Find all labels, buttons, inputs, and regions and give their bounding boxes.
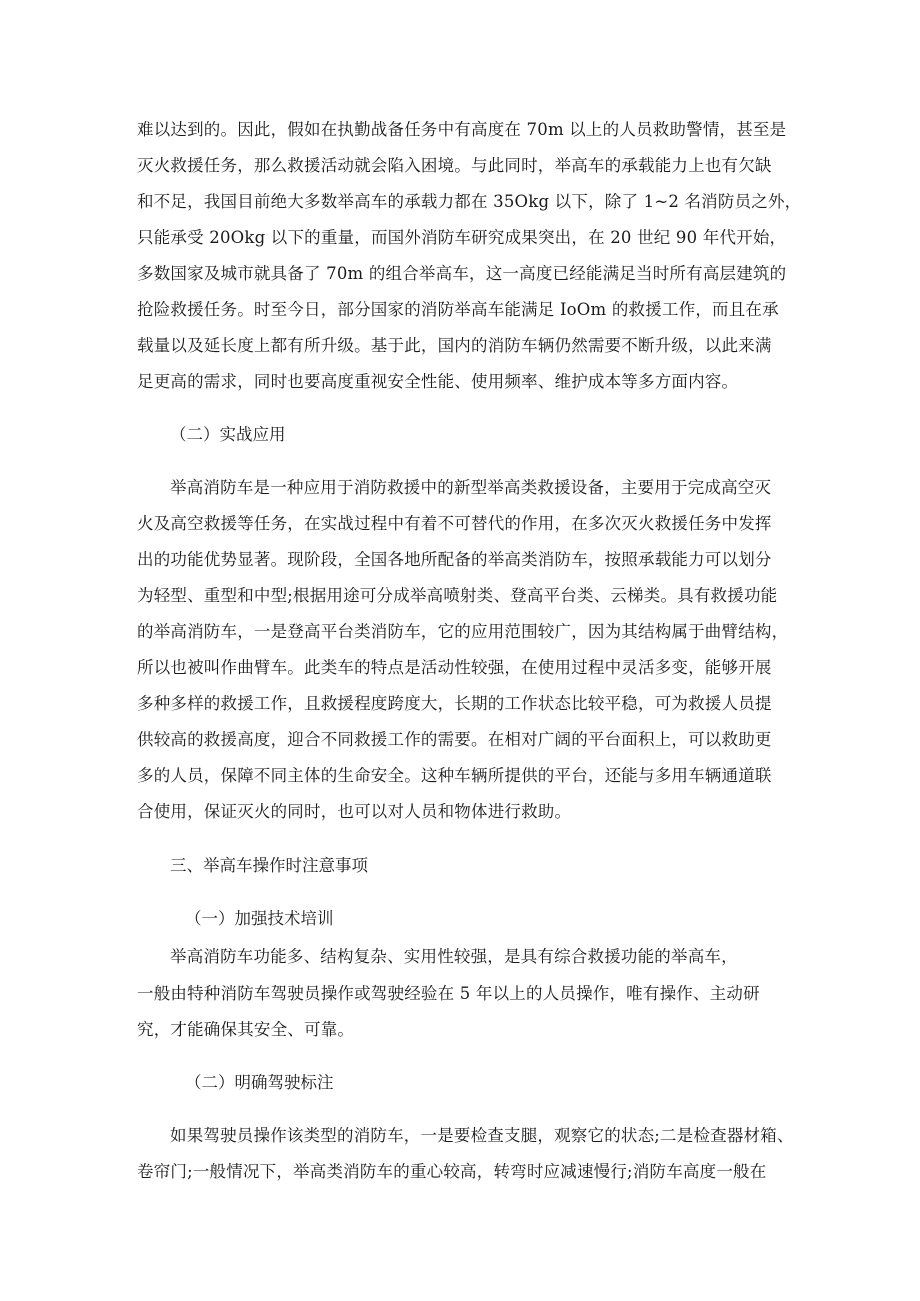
subsection-heading: （一）加强技术培训 bbox=[185, 909, 334, 928]
paragraph-line: 合使用，保证灭火的同时，也可以对人员和物体进行救助。 bbox=[137, 802, 572, 821]
paragraph-line: 火及高空救援等任务，在实战过程中有着不可替代的作用，在多次灭火救援任务中发挥 bbox=[137, 514, 772, 533]
paragraph-line: 足更高的需求，同时也要高度重视安全性能、使用频率、维护成本等多方面内容。 bbox=[137, 372, 739, 391]
paragraph-line: 出的功能优势显著。现阶段，全国各地所配备的举高类消防车，按照承载能力可以划分 bbox=[137, 550, 772, 569]
paragraph-line: 多的人员，保障不同主体的生命安全。这种车辆所提供的平台，还能与多用车辆通道联 bbox=[137, 766, 772, 785]
subsection-heading: （二）明确驾驶标注 bbox=[185, 1073, 334, 1092]
paragraph-line: 卷帘门;一般情况下，举高类消防车的重心较高，转弯时应减速慢行;消防车高度一般在 bbox=[137, 1162, 767, 1181]
paragraph-line: 多数国家及城市就具备了 70m 的组合举高车，这一高度已经能满足当时所有高层建筑的 bbox=[137, 264, 787, 283]
paragraph-line: 难以达到的。因此，假如在执勤战备任务中有高度在 70m 以上的人员救助警情，甚至是 bbox=[137, 120, 787, 139]
paragraph-line: 多种多样的救援工作，且救援程度跨度大，长期的工作状态比较平稳，可为救援人员提 bbox=[137, 694, 772, 713]
paragraph-line: 所以也被叫作曲臂车。此类车的特点是活动性较强，在使用过程中灵活多变，能够开展 bbox=[137, 658, 772, 677]
paragraph-line: 一般由特种消防车驾驶员操作或驾驶经验在 5 年以上的人员操作，唯有操作、主动研 bbox=[137, 984, 760, 1003]
section-heading: 三、举高车操作时注意事项 bbox=[170, 856, 368, 875]
paragraph-line: 为轻型、重型和中型;根据用途可分成举高喷射类、登高平台类、云梯类。具有救援功能 bbox=[137, 586, 778, 605]
paragraph-line: 和不足，我国目前绝大多数举高车的承载力都在 35Okg 以下，除了 1~2 名消防员之外， bbox=[137, 192, 802, 211]
paragraph-line: 究，才能确保其安全、可靠。 bbox=[137, 1020, 355, 1039]
paragraph-line: 灭火救援任务，那么救援活动就会陷入困境。与此同时，举高车的承载能力上也有欠缺 bbox=[137, 156, 772, 175]
paragraph-line: 载量以及延长度上都有所升级。基于此，国内的消防车辆仍然需要不断升级，以此来满 bbox=[137, 336, 772, 355]
paragraph-line: 举高消防车功能多、结构复杂、实用性较强，是具有综合救援功能的举高车， bbox=[170, 947, 738, 966]
paragraph-line: 抢险救援任务。时至今日，部分国家的消防举高车能满足 IoOm 的救援工作，而且在承 bbox=[137, 300, 779, 319]
paragraph-line: 供较高的救援高度，迎合不同救援工作的需要。在相对广阔的平台面积上，可以救助更 bbox=[137, 730, 772, 749]
paragraph-line: 举高消防车是一种应用于消防救援中的新型举高类救援设备，主要用于完成高空灭 bbox=[170, 478, 772, 497]
paragraph-line: 的举高消防车，一是登高平台类消防车，它的应用范围较广，因为其结构属于曲臂结构， bbox=[137, 622, 789, 641]
paragraph-line: 只能承受 20Okg 以下的重量，而国外消防车研究成果突出，在 20 世纪 90 年代开始， bbox=[137, 228, 787, 247]
section-heading: （二）实战应用 bbox=[170, 425, 286, 444]
paragraph-line: 如果驾驶员操作该类型的消防车，一是要检查支腿，观察它的状态;二是检查器材箱、 bbox=[170, 1126, 794, 1145]
